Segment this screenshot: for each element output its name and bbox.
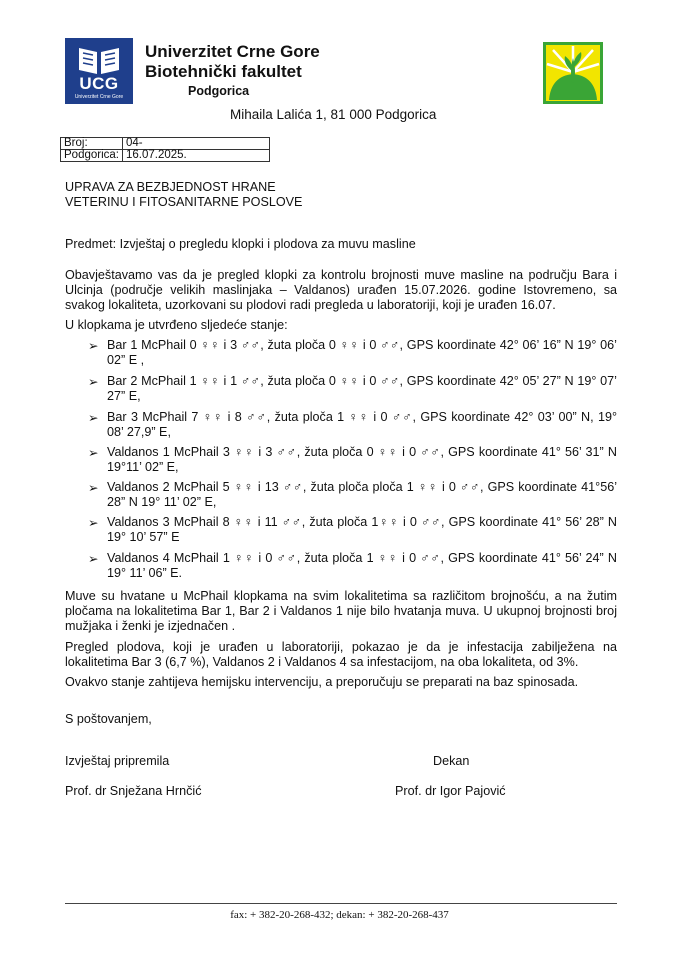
trap-item-line: Valdanos 2 McPhail 5 ♀♀ i 13 ♂♂, žuta ploča ploča 1 ♀♀ i 0 ♂♂, GPS koordinate 41°56’ (107, 480, 617, 494)
trap-item-line: 19° 11’ 06” E. (107, 566, 183, 580)
trap-item-line: Valdanos 1 McPhail 3 ♀♀ i 3 ♂♂, žuta ploča 0 ♀♀ i 0 ♂♂, GPS koordinate 41° 56’ 31” N (107, 445, 617, 459)
arrow-bullet-icon: ➢ (88, 446, 99, 460)
closing: S poštovanjem, (65, 712, 152, 726)
action-paragraph: Ovakvo stanje zahtijeva hemijsku intervenciju, a preporučuju se preparati na baz spinosada. (65, 675, 579, 689)
subject: Predmet: Izvještaj o pregledu klopki i plodova za muvu masline (65, 237, 416, 251)
trap-item-line: 08’ 27,9” E, (107, 425, 171, 439)
biotechnical-faculty-logo (543, 42, 603, 104)
reference-row (61, 150, 270, 162)
trap-item-line: 27” E, (107, 389, 141, 403)
trap-item-line: 28” N 19° 11’ 02” E, (107, 495, 217, 509)
dean-name: Prof. dr Igor Pajović (395, 784, 506, 798)
footer-divider (65, 903, 617, 904)
reference-row (61, 138, 270, 150)
intro-line: Ulcinja (područje velikih maslinjaka – Valdanos) urađen 15.07.2026. godine Istovremeno, sa (65, 283, 617, 297)
reference-value: 04- (122, 138, 269, 150)
reference-value: 16.07.2025. (122, 150, 269, 162)
catch-paragraph-line: Muve su hvatane u McPhail klopkama na svim lokalitetima sa različitom brojnošću, a na žutim (65, 589, 617, 603)
fruit-paragraph-line: Pregled plodova, koji je urađen u laboratoriji, pokazao je da je infestacija zabilježena na (65, 640, 617, 654)
arrow-bullet-icon: ➢ (88, 375, 99, 389)
trap-item-line: 02” E , (107, 353, 145, 367)
intro-line: Obavještavamo vas da je pregled klopki za kontrolu brojnosti muve masline na području Bara i (65, 268, 617, 282)
reference-key: Broj: (61, 138, 123, 150)
university-name: Univerzitet Crne Gore (145, 42, 320, 61)
prepared-by-label: Izvještaj pripremila (65, 754, 170, 768)
arrow-bullet-icon: ➢ (88, 481, 99, 495)
trap-item-line: 19°11’ 02” E, (107, 460, 179, 474)
recipient-line: UPRAVA ZA BEZBJEDNOST HRANE (65, 180, 276, 194)
address: Mihaila Lalića 1, 81 000 Podgorica (230, 107, 437, 122)
dean-label: Dekan (433, 754, 470, 768)
catch-paragraph-line: pločama na lokalitetima Bar 1, Bar 2 i Valdanos 1 nije bilo hvatanja muva. U ukupnoj brojnosti broj (65, 604, 617, 618)
logo-acronym: UCG (79, 74, 119, 93)
logo-subtitle: Univerzitet Crne Gore (74, 94, 124, 100)
faculty-name: Biotehnički fakultet (145, 62, 302, 81)
catch-paragraph-line: mužjaka i ženki je izjednačen . (65, 619, 236, 633)
trap-item-line: Valdanos 4 McPhail 1 ♀♀ i 0 ♂♂, žuta ploča 1 ♀♀ i 0 ♂♂, GPS koordinate 41° 56’ 24” N (107, 551, 617, 565)
trap-item-line: Bar 3 McPhail 7 ♀♀ i 8 ♂♂, žuta ploča 1 ♀♀ i 0 ♂♂, GPS koordinate 42° 03’ 00” N, 19° (107, 410, 617, 424)
footer-contact: fax: + 382-20-268-432; dekan: + 382-20-268-437 (230, 909, 449, 921)
ucg-logo (65, 38, 133, 104)
book-icon (77, 44, 121, 76)
trap-item-line: Bar 2 McPhail 1 ♀♀ i 1 ♂♂, žuta ploča 0 ♀♀ i 0 ♂♂, GPS koordinate 42° 05’ 27” N 19° 07’ (107, 374, 617, 388)
reference-table (60, 137, 270, 162)
trap-item-line: Valdanos 3 McPhail 8 ♀♀ i 11 ♂♂, žuta ploča 1♀♀ i 0 ♂♂, GPS koordinate 41° 56’ 28” N (107, 515, 617, 529)
arrow-bullet-icon: ➢ (88, 552, 99, 566)
fruit-paragraph-line: lokalitetima Bar 3 (6,7 %), Valdanos 2 i Valdanos 4 sa infestacijom, na oba lokaliteta, od 3%. (65, 655, 579, 669)
intro-line: svakog lokaliteta, uzorkovani su plodovi radi pregleda u laboratoriji, koji je urađen 16.07. (65, 298, 556, 312)
reference-key: Podgorica: (61, 150, 123, 162)
trap-item-line: 19° 10’ 57” E (107, 530, 180, 544)
recipient-line: VETERINU I FITOSANITARNE POSLOVE (65, 195, 303, 209)
list-intro: U klopkama je utvrđeno sljedeće stanje: (65, 318, 288, 332)
arrow-bullet-icon: ➢ (88, 516, 99, 530)
arrow-bullet-icon: ➢ (88, 411, 99, 425)
prepared-by-name: Prof. dr Snježana Hrnčić (65, 784, 202, 798)
trap-item-line: Bar 1 McPhail 0 ♀♀ i 3 ♂♂, žuta ploča 0 ♀♀ i 0 ♂♂, GPS koordinate 42° 06’ 16” N 19° 06’ (107, 338, 617, 352)
header-city: Podgorica (188, 84, 250, 98)
arrow-bullet-icon: ➢ (88, 339, 99, 353)
